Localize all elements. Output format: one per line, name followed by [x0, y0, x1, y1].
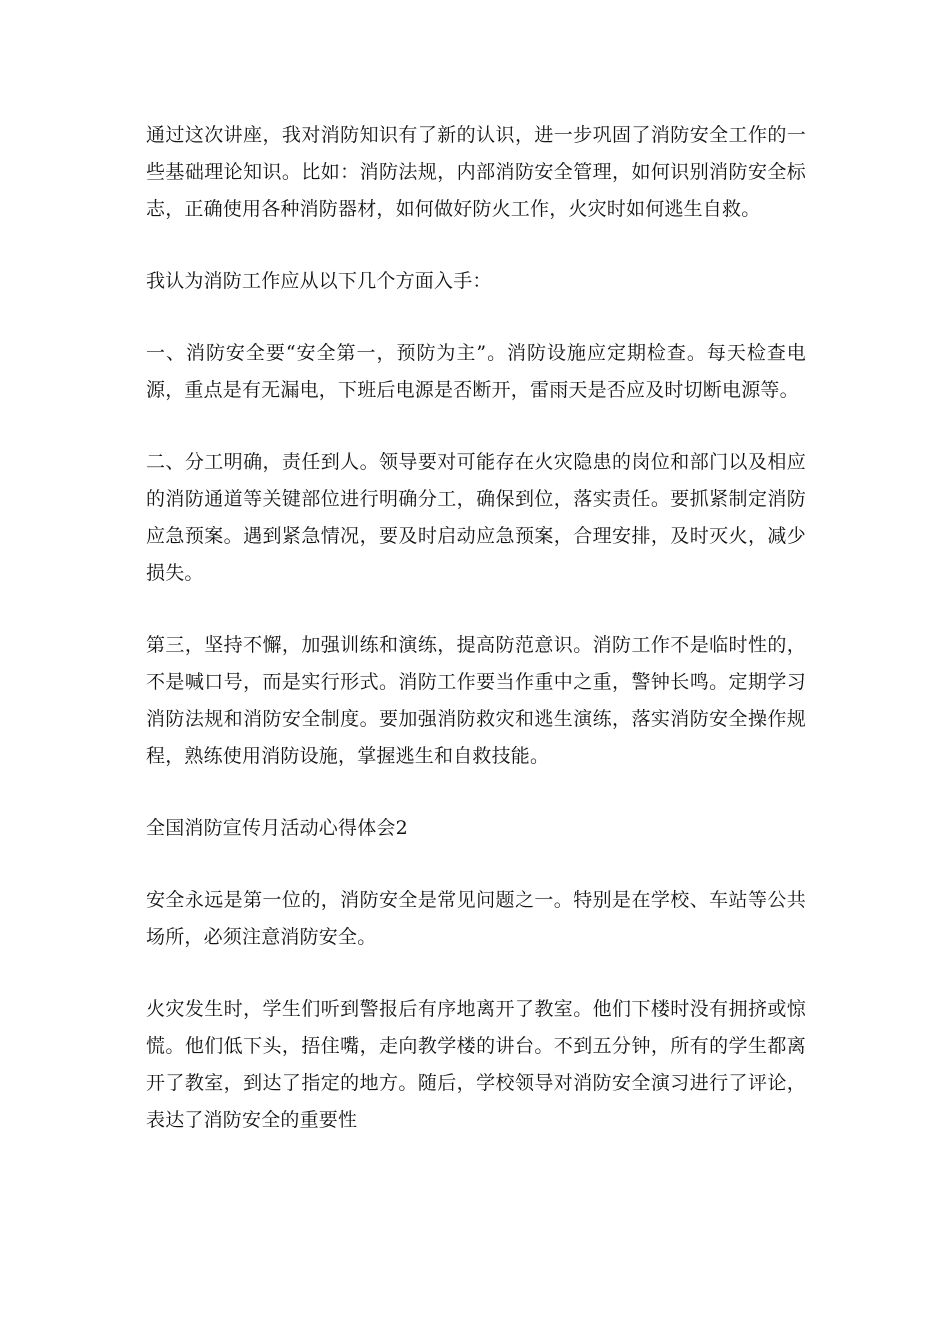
section-heading: 全国消防宣传月活动心得体会2	[146, 817, 408, 839]
paragraph-point-one: 一、消防安全要“安全第一，预防为主”。消防设施应定期检查。每天检查电源，重点是有无漏电，下班后电源是否断开，雷雨天是否应及时切断电源等。	[146, 342, 806, 401]
paragraph-fire-drill: 火灾发生时，学生们听到警报后有序地离开了教室。他们下楼时没有拥挤或惊慌。他们低下头，捂住嘴，走向教学楼的讲台。不到五分钟，所有的学生都离开了教室，到达了指定的地方。随后，学校领导对消防安全演习进行了评论，表达了消防安全的重要性	[146, 998, 806, 1131]
paragraph-approach-intro: 我认为消防工作应从以下几个方面入手：	[146, 270, 492, 292]
document-body	[146, 117, 806, 1174]
paragraph-lecture-reflection: 通过这次讲座，我对消防知识有了新的认识，进一步巩固了消防安全工作的一些基础理论知识。比如：消防法规，内部消防安全管理，如何识别消防安全标志，正确使用各种消防器材，如何做好防火工作，火灾时如何逃生自救。	[146, 124, 806, 220]
paragraph-point-two: 二、分工明确，责任到人。领导要对可能存在火灾隐患的岗位和部门以及相应的消防通道等关键部位进行明确分工，确保到位，落实责任。要抓紧制定消防应急预案。遇到紧急情况，要及时启动应急预案，合理安排，及时灭火，减少损失。	[146, 451, 806, 584]
paragraph-point-three: 第三，坚持不懈，加强训练和演练，提高防范意识。消防工作不是临时性的，不是喊口号，而是实行形式。消防工作要当作重中之重，警钟长鸣。定期学习消防法规和消防安全制度。要加强消防救灾和逃生演练，落实消防安全操作规程，熟练使用消防设施，掌握逃生和自救技能。	[146, 634, 806, 767]
paragraph-safety-first: 安全永远是第一位的，消防安全是常见问题之一。特别是在学校、车站等公共场所，必须注意消防安全。	[146, 889, 806, 948]
